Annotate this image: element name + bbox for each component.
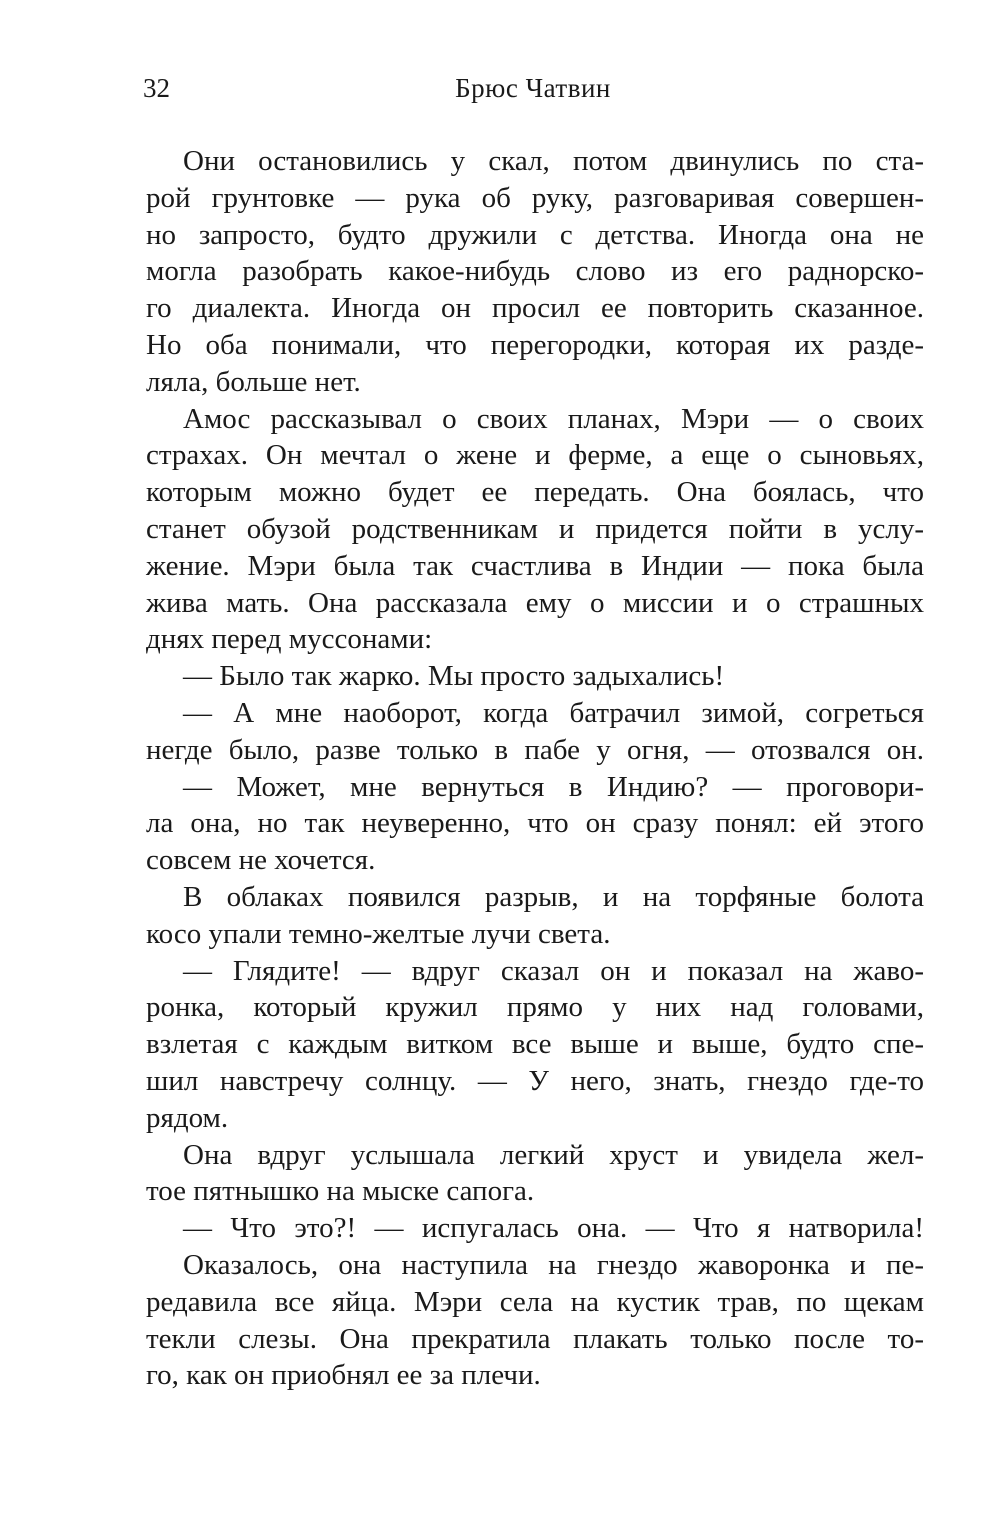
text-line: Она вдруг услышала легкий хруст и увидела жел-: [183, 1138, 924, 1171]
text-line: жива мать. Она рассказала ему о миссии и о страшных: [146, 586, 924, 619]
text-line: — Глядите! — вдруг сказал он и показал на жаво-: [183, 954, 924, 987]
text-line: Амос рассказывал о своих планах, Мэри — о своих: [183, 402, 924, 435]
text-line: могла разобрать какое-нибудь слово из его раднорско-: [146, 255, 924, 288]
text-line: ла она, но так неуверенно, что он сразу понял: ей этого: [146, 807, 924, 840]
text-line: го диалекта. Иногда он просил ее повторить сказанное.: [146, 292, 924, 325]
text-line: рядом.: [146, 1101, 229, 1134]
text-line: взлетая с каждым витком все выше и выше, будто спе-: [146, 1028, 924, 1061]
text-line: станет обузой родственникам и придется пойти в услу-: [146, 512, 924, 545]
text-line: тое пятнышко на мыске сапога.: [146, 1175, 535, 1208]
text-line: — Может, мне вернуться в Индию? — проговори-: [183, 770, 924, 803]
text-line: текли слезы. Она прекратила плакать только после то-: [146, 1322, 924, 1355]
text-line: страхах. Он мечтал о жене и ферме, а еще о сыновьях,: [146, 439, 924, 472]
text-line: ляла, больше нет.: [146, 365, 361, 398]
running-title: Брюс Чатвин: [455, 73, 611, 103]
text-line: днях перед муссонами:: [146, 623, 433, 656]
text-line: негде было, разве только в пабе у огня, — отозвался он.: [146, 733, 924, 766]
text-line: — Было так жарко. Мы просто задыхались!: [183, 660, 725, 693]
text-line: — Что это?! — испугалась она. — Что я натворила!: [183, 1212, 924, 1245]
text-line: рой грунтовке — рука об руку, разговаривая совершен-: [146, 181, 924, 214]
text-line: редавила все яйца. Мэри села на кустик трав, по щекам: [146, 1285, 924, 1318]
body-text: [146, 143, 924, 1394]
running-head: [143, 70, 923, 106]
text-line: В облаках появился разрыв, и на торфяные болота: [183, 880, 924, 913]
page-number: 32: [143, 73, 170, 103]
text-line: — А мне наоборот, когда батрачил зимой, согреться: [183, 696, 924, 729]
text-line: Они остановились у скал, потом двинулись по ста-: [183, 145, 924, 177]
text-line: ронка, который кружил прямо у них над головами,: [146, 991, 924, 1024]
text-line: жение. Мэри была так счастлива в Индии — пока была: [146, 549, 924, 582]
text-line: но запросто, будто дружили с детства. Иногда она не: [146, 218, 924, 251]
text-line: которым можно будет ее передать. Она боялась, что: [146, 476, 924, 509]
text-line: шил навстречу солнцу. — У него, знать, гнездо где-то: [146, 1064, 924, 1097]
text-line: косо упали темно-желтые лучи света.: [146, 917, 611, 950]
text-line: Оказалось, она наступила на гнездо жаворонка и пе-: [183, 1248, 924, 1281]
text-line: го, как он приобнял ее за плечи.: [146, 1359, 541, 1392]
text-line: Но оба понимали, что перегородки, которая их разде-: [146, 328, 924, 361]
text-line: совсем не хочется.: [146, 844, 376, 877]
